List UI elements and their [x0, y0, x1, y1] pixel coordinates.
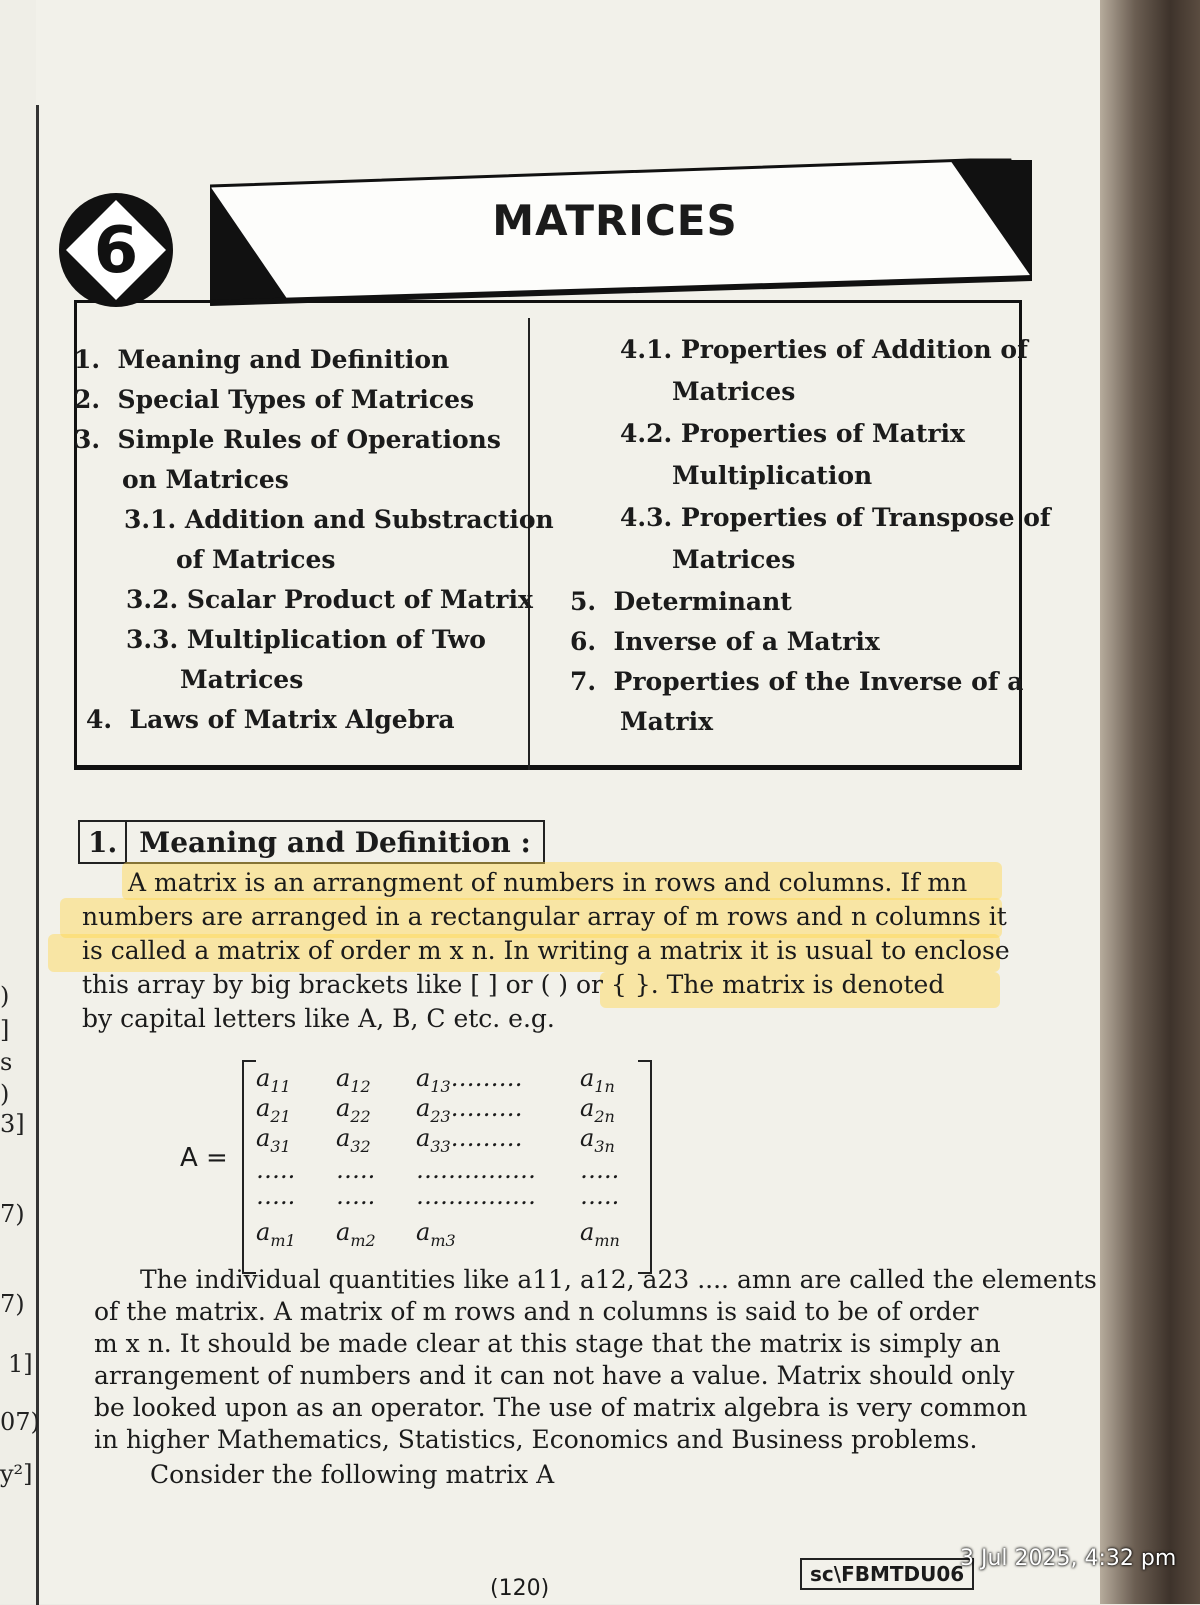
- toc-item-continued: Multiplication: [672, 461, 873, 490]
- text-line: numbers are arranged in a rectangular array of m rows and n columns it: [82, 902, 1007, 931]
- matrix-element: $a_{1n}$: [580, 1064, 615, 1096]
- toc-item: 5. Determinant: [570, 587, 792, 616]
- section-heading: [78, 820, 545, 864]
- toc-item: 6. Inverse of a Matrix: [570, 627, 880, 656]
- toc-item: 1. Meaning and Definition: [74, 345, 450, 374]
- photo-timestamp: 3 Jul 2025, 4:32 pm: [960, 1546, 1177, 1571]
- margin-fragment: 7): [0, 1200, 25, 1228]
- text-line: in higher Mathematics, Statistics, Economics and Business problems.: [94, 1425, 978, 1454]
- toc-item-continued: on Matrices: [122, 465, 289, 494]
- chapter-title: MATRICES: [492, 196, 738, 245]
- text-line: m x n. It should be made clear at this stage that the matrix is simply an: [94, 1329, 1001, 1358]
- document-code: sc\FBMTDU06: [800, 1558, 974, 1590]
- toc-subitem: 4.3. Properties of Transpose of: [620, 503, 1051, 532]
- toc-item-continued: Matrices: [672, 377, 796, 406]
- chapter-number: 6: [93, 214, 139, 288]
- matrix-right-bracket: [638, 1060, 652, 1274]
- matrix-element: $a_{11}$: [256, 1064, 291, 1096]
- matrix-element: …..: [256, 1182, 296, 1210]
- text-line: A matrix is an arrangment of numbers in rows and columns. If mn: [128, 868, 968, 897]
- matrix-element: $a_{mn}$: [580, 1218, 620, 1250]
- matrix-element: $a_{13}\dots\dots\dots$: [416, 1064, 523, 1096]
- toc-item: 3. Simple Rules of Operations: [74, 425, 501, 454]
- text-line: be looked upon as an operator. The use of matrix algebra is very common: [94, 1393, 1028, 1422]
- book-spine: [1100, 0, 1200, 1604]
- matrix-label: A =: [180, 1143, 228, 1173]
- matrix-element: …..: [336, 1156, 376, 1184]
- closing-line: Consider the following matrix A: [150, 1460, 555, 1489]
- margin-fragment: 3]: [0, 1110, 25, 1138]
- text-line: is called a matrix of order m x n. In writing a matrix it is usual to enclose: [82, 936, 1010, 965]
- toc-item: 4. Laws of Matrix Algebra: [86, 705, 455, 734]
- matrix-element: $a_{21}$: [256, 1094, 291, 1126]
- matrix-element: ……………: [416, 1182, 536, 1210]
- matrix-left-bracket: [242, 1060, 256, 1274]
- margin-fragment: s: [0, 1048, 13, 1076]
- margin-fragment: 7): [0, 1290, 25, 1318]
- toc-item-continued: Matrices: [672, 545, 796, 574]
- matrix-element: $a_{33}\dots\dots\dots$: [416, 1124, 523, 1156]
- matrix-element: $a_{32}$: [336, 1124, 371, 1156]
- text-line: of the matrix. A matrix of m rows and n columns is said to be of order: [94, 1297, 979, 1326]
- chapter-number-badge: [56, 190, 176, 310]
- toc-subitem: 3.2. Scalar Product of Matrix: [126, 585, 533, 614]
- matrix-element: $a_{12}$: [336, 1064, 371, 1096]
- matrix-element: $a_{23}\dots\dots\dots$: [416, 1094, 523, 1126]
- matrix-element: $a_{2n}$: [580, 1094, 615, 1126]
- toc-item-continued: Matrix: [620, 707, 713, 736]
- elements-paragraph: [94, 1264, 1097, 1456]
- toc-item-continued: Matrices: [180, 665, 304, 694]
- matrix-element: ……………: [416, 1156, 536, 1184]
- section-number: 1.: [80, 822, 127, 862]
- matrix-element: $a_{31}$: [256, 1124, 291, 1156]
- matrix-element: $a_{m1}$: [256, 1218, 296, 1250]
- toc-item: 2. Special Types of Matrices: [74, 385, 475, 414]
- matrix-element: $a_{22}$: [336, 1094, 371, 1126]
- matrix-element: $a_{3n}$: [580, 1124, 615, 1156]
- matrix-element: …..: [256, 1156, 296, 1184]
- toc-subitem: 4.1. Properties of Addition of: [620, 335, 1028, 364]
- text-line: arrangement of numbers and it can not have a value. Matrix should only: [94, 1361, 1015, 1390]
- toc-subitem: 3.1. Addition and Substraction: [124, 505, 554, 534]
- contents-divider: [528, 318, 530, 770]
- margin-fragment: 07): [0, 1408, 40, 1436]
- margin-fragment: ): [0, 1080, 10, 1108]
- text-line: The individual quantities like a11, a12, a23 .... amn are called the elements: [140, 1265, 1097, 1294]
- page-left-rule: [36, 105, 39, 1605]
- toc-subitem: 3.3. Multiplication of Two: [126, 625, 486, 654]
- section-title: Meaning and Definition :: [139, 825, 531, 859]
- matrix-element: $a_{m2}$: [336, 1218, 376, 1250]
- toc-item: 7. Properties of the Inverse of a: [570, 667, 1024, 696]
- matrix-element: $a_{m3}$: [416, 1218, 456, 1250]
- toc-item-continued: of Matrices: [176, 545, 336, 574]
- margin-fragment: ]: [0, 1016, 10, 1044]
- matrix-element: …..: [336, 1182, 376, 1210]
- text-line: this array by big brackets like [ ] or ( ) or { }. The matrix is denoted: [82, 970, 945, 999]
- matrix-element: …..: [580, 1182, 620, 1210]
- matrix-element: …..: [580, 1156, 620, 1184]
- margin-fragment: 1]: [8, 1350, 33, 1378]
- toc-subitem: 4.2. Properties of Matrix: [620, 419, 965, 448]
- text-line: by capital letters like A, B, C etc. e.g.: [82, 1004, 555, 1033]
- definition-paragraph: [82, 866, 1010, 1036]
- margin-fragment: y²]: [0, 1460, 33, 1488]
- page-number: (120): [490, 1576, 550, 1601]
- margin-fragment: ): [0, 982, 10, 1010]
